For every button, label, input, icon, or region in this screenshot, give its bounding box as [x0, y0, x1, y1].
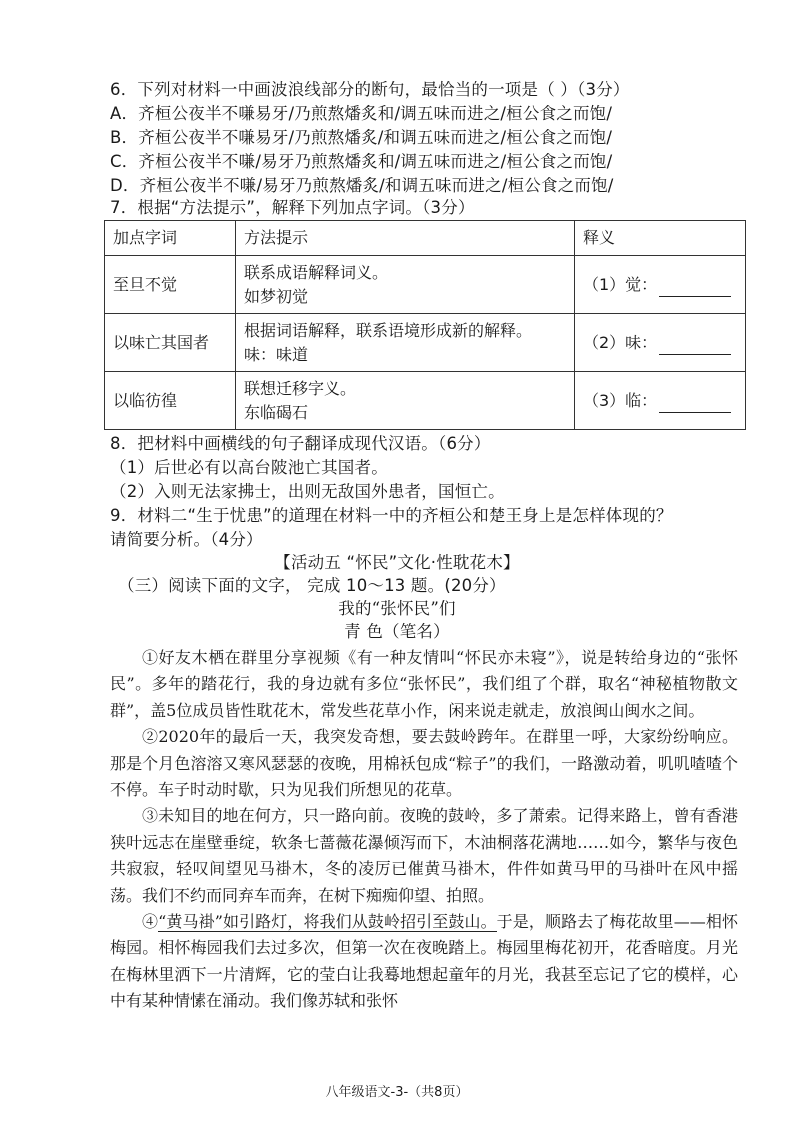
q8-item-1: （1）后世必有以高台陂池亡其国者。 — [110, 458, 388, 477]
row2-word: 以味亡其国者 — [105, 314, 236, 372]
row1-hint-line2: 如梦初觉 — [244, 286, 309, 306]
paragraph-4-number: ④ — [142, 912, 159, 932]
q6-stem: 6．下列对材料一中画波浪线部分的断句，最恰当的一项是（ ）（3分） — [110, 80, 630, 99]
row1-hint-line1: 联系成语解释词义。 — [244, 262, 389, 282]
paragraph-3: ③未知目的地在何方，只一路向前。夜晚的鼓岭，多了萧索。记得来路上，曾有香港狭叶远志在崖壁垂绽，软条七蔷薇花瀑倾泻而下，木油桐落花满地……如今，繁华与夜色共寂寂，轻叹间望见马褂木，冬的凌厉已催黄马褂木，件件如黄马甲的马褂叶在风中摇荡。我们不约而同弃车而奔，在树下痴痴仰望、拍照。 — [110, 806, 738, 905]
underlined-sentence: “黄马褂”如引路灯，将我们从鼓岭招引至鼓山。 — [158, 912, 497, 932]
activity-title: 【活动五 “怀民”文化·性耽花木】 — [274, 553, 520, 572]
page-footer: 八年级语文-3-（共8页） — [325, 1085, 469, 1100]
row2-hint-line1: 根据词语解释，联系语境形成新的解释。 — [244, 320, 533, 340]
section-heading: （三）阅读下面的文字， 完成 10～13 题。(20分） — [118, 576, 506, 595]
paragraph-4-rest: 于是，顺路去了梅花故里——相怀梅园。相怀梅园我们去过多次，但第一次在夜晚踏上。梅园里梅花初开，花香暗度。月光在梅林里洒下一片清辉，它的莹白让我蓦地想起童年的月光，我甚至忘记了它的模样，心中有某种情愫在涌动。我们像苏轼和张怀 — [110, 912, 738, 1011]
row2-hint-line2: 味：味道 — [244, 344, 309, 364]
row1-hint — [236, 256, 575, 314]
header-hint: 方法提示 — [236, 221, 575, 256]
q6-option-b: B．齐桓公夜半不嗛易牙/乃煎熬燔炙/和调五味而进之/桓公食之而饱/ — [110, 128, 613, 147]
q6-option-d: D．齐桓公夜半不嗛/易牙乃煎熬燔炙/和调五味而进之/桓公食之而饱/ — [110, 176, 614, 195]
row1-answer — [575, 256, 746, 314]
paragraph-2: ②2020年的最后一天，我突发奇想，要去鼓岭跨年。在群里一呼，大家纷纷响应。那是个月色溶溶又寒风瑟瑟的夜晚，用棉袄包成“粽子”的我们，一路激动着，叽叽喳喳个不停。车子时动时歇，只为见我们所想见的花草。 — [110, 727, 738, 800]
row3-answer-label: （3）临： — [583, 390, 658, 410]
row2-answer — [575, 314, 746, 372]
table-row — [105, 256, 746, 314]
q8-item-2: （2）入则无法家拂士，出则无敌国外患者，国恒亡。 — [110, 482, 505, 501]
q9-line-1: 9．材料二“生于忧患”的道理在材料一中的齐桓公和楚王身上是怎样体现的？ — [110, 506, 673, 525]
q9-line-2: 请简要分析。（4分） — [110, 530, 263, 549]
answer-blank[interactable] — [659, 280, 731, 297]
q8-stem: 8．把材料中画横线的句子翻译成现代汉语。（6分） — [110, 434, 491, 453]
paragraph-4 — [110, 909, 738, 1015]
row3-hint-line1: 联想迁移字义。 — [244, 378, 357, 398]
row1-answer-label: （1）觉： — [583, 274, 658, 294]
q7-table — [104, 220, 746, 430]
row2-hint — [236, 314, 575, 372]
table-row — [105, 314, 746, 372]
row3-answer — [575, 372, 746, 430]
q6-option-a: A．齐桓公夜半不嗛易牙/乃煎熬燔炙和/调五味而进之/桓公食之而饱/ — [110, 104, 613, 123]
article-title: 我的“张怀民”们 — [338, 599, 456, 618]
answer-blank[interactable] — [659, 338, 731, 355]
header-meaning: 释义 — [575, 221, 746, 256]
paragraph-1: ①好友木栖在群里分享视频《有一种友情叫“怀民亦未寝”》，说是转给身边的“张怀民”。多年的踏花行，我的身边就有多位“张怀民”，我们组了个群，取名“神秘植物散文群”，盖5位成员皆性耽花木，常发些花草小作，闲来说走就走，放浪闽山闽水之间。 — [110, 648, 738, 720]
table-row — [105, 372, 746, 430]
row3-word: 以临彷徨 — [105, 372, 236, 430]
row3-hint — [236, 372, 575, 430]
row1-word: 至旦不觉 — [105, 256, 236, 314]
q7-stem: 7．根据“方法提示”，解释下列加点字词。（3分） — [110, 198, 475, 217]
row2-answer-label: （2）味： — [583, 332, 658, 352]
answer-blank[interactable] — [659, 396, 731, 413]
article-body — [110, 645, 738, 1015]
article-author: 青 色（笔名） — [344, 622, 450, 641]
table-header-row — [105, 221, 746, 256]
row3-hint-line2: 东临碣石 — [244, 402, 309, 422]
q6-option-c: C．齐桓公夜半不嗛/易牙乃煎熬燔炙和/调五味而进之/桓公食之而饱/ — [110, 152, 613, 171]
header-word: 加点字词 — [105, 221, 236, 256]
